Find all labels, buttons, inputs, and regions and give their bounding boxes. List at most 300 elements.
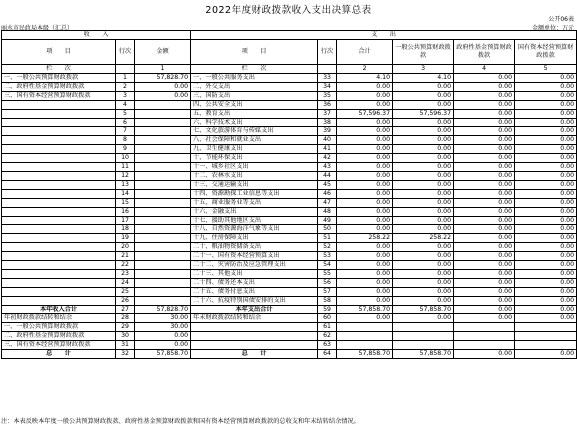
state-capital-amount: 0.00 [515,287,577,296]
table-row [2,189,577,198]
income-line-no: 30 [116,332,135,341]
income-line-no: 13 [116,180,135,189]
general-budget-amount: 0.00 [393,296,454,305]
table-row [2,252,577,261]
income-item [2,180,116,189]
state-capital-amount: 0.00 [515,180,577,189]
table-row [2,261,577,270]
income-amount [135,225,191,234]
income-line-no: 12 [116,171,135,180]
income-item [2,287,116,296]
expense-line-no: 61 [318,323,337,332]
income-line-no: 7 [116,127,135,136]
expense-item: 四、公共安全支出 [191,100,318,109]
column-label-right: 栏 次 [191,65,318,74]
expense-total: 0.00 [337,127,393,136]
income-line-no: 22 [116,261,135,270]
income-amount: 0.00 [135,91,191,100]
state-capital-amount: 0.00 [515,100,577,109]
expense-item: 年末财政拨款结转和结余 [191,314,318,323]
gov-fund-amount: 0.00 [454,234,515,243]
expense-total [337,332,393,341]
gov-fund-amount [454,341,515,350]
column-label-left: 栏 次 [2,65,116,74]
expense-line-no: 46 [318,189,337,198]
gov-fund-header: 政府性基金预算财政拨款 [454,40,515,65]
expense-item: 二十四、债务还本支出 [191,278,318,287]
general-budget-amount: 0.00 [393,145,454,154]
table-row [2,127,577,136]
gov-fund-amount: 0.00 [454,278,515,287]
expense-total: 0.00 [337,189,393,198]
table-row [2,323,577,332]
state-capital-amount: 0.00 [515,189,577,198]
gov-fund-amount: 0.00 [454,261,515,270]
expense-line-no: 53 [318,252,337,261]
income-line-no: 25 [116,287,135,296]
expense-item: 一、一般公共服务支出 [191,74,318,83]
general-budget-header: 一般公共预算财政拨款 [393,40,454,65]
expense-total: 0.00 [337,163,393,172]
gov-fund-amount: 0.00 [454,314,515,323]
expense-item: 八、社会保障和就业支出 [191,136,318,145]
state-capital-amount: 0.00 [515,171,577,180]
expense-total [337,341,393,350]
expense-item: 十八、自然资源海洋气象等支出 [191,225,318,234]
general-budget-amount: 0.00 [393,287,454,296]
income-line-no: 9 [116,145,135,154]
table-row [2,100,577,109]
gov-fund-amount: 0.00 [454,296,515,305]
gov-fund-amount: 0.00 [454,216,515,225]
gov-fund-amount: 0.00 [454,82,515,91]
state-capital-amount: 0.00 [515,278,577,287]
income-line-no: 10 [116,154,135,163]
gov-fund-amount: 0.00 [454,127,515,136]
income-amount [135,243,191,252]
income-amount-header: 金额 [135,40,191,65]
income-amount [135,189,191,198]
income-amount [135,145,191,154]
state-capital-amount: 0.00 [515,82,577,91]
income-amount [135,287,191,296]
expense-line-no: 42 [318,154,337,163]
expense-line-no: 51 [318,234,337,243]
gov-fund-amount [454,332,515,341]
income-amount [135,100,191,109]
income-item [2,127,116,136]
income-item [2,234,116,243]
income-line-no: 5 [116,109,135,118]
expense-item: 三、国防支出 [191,91,318,100]
gov-fund-amount: 0.00 [454,198,515,207]
income-item: 一、一般公共预算财政拨款 [2,323,116,332]
general-budget-amount: 0.00 [393,136,454,145]
column-number-4: 4 [454,65,515,74]
expense-total: 57,596.37 [337,109,393,118]
gov-fund-amount: 0.00 [454,145,515,154]
column-label-blank-left [116,65,135,74]
expense-total: 0.00 [337,314,393,323]
income-amount [135,198,191,207]
expense-total: 0.00 [337,100,393,109]
income-item [2,243,116,252]
income-amount [135,136,191,145]
income-item [2,171,116,180]
income-item [2,145,116,154]
income-item: 本年收入合计 [2,305,116,314]
income-line-no: 31 [116,341,135,350]
income-amount [135,252,191,261]
column-number-3: 3 [393,65,454,74]
table-row [2,91,577,100]
state-capital-amount: 0.00 [515,305,577,314]
expense-item: 十六、金融支出 [191,207,318,216]
income-line-no: 4 [116,100,135,109]
state-capital-amount [515,332,577,341]
income-amount [135,154,191,163]
expense-item: 六、科学技术支出 [191,118,318,127]
expense-total: 0.00 [337,145,393,154]
table-row [2,163,577,172]
income-item [2,207,116,216]
income-item: 一、一般公共预算财政拨款 [2,74,116,83]
state-capital-amount: 0.00 [515,207,577,216]
expense-item: 总 计 [191,350,318,359]
general-budget-amount: 0.00 [393,180,454,189]
income-line-no: 21 [116,252,135,261]
general-budget-amount: 0.00 [393,127,454,136]
income-amount [135,216,191,225]
budget-summary-table [1,30,577,359]
table-row [2,243,577,252]
table-row [2,198,577,207]
expense-item: 十、节能环保支出 [191,154,318,163]
income-amount: 0.00 [135,332,191,341]
expense-item: 二、外交支出 [191,82,318,91]
general-budget-amount: 0.00 [393,314,454,323]
expense-total: 0.00 [337,252,393,261]
expense-total: 0.00 [337,91,393,100]
general-budget-amount: 0.00 [393,154,454,163]
general-budget-amount [393,341,454,350]
expense-total: 0.00 [337,198,393,207]
income-line-no: 16 [116,207,135,216]
income-amount: 0.00 [135,341,191,350]
expense-line-no: 41 [318,145,337,154]
expense-item: 二十六、抗疫特别国债安排的支出 [191,296,318,305]
gov-fund-amount: 0.00 [454,189,515,198]
income-amount: 30.00 [135,314,191,323]
expense-line-no: 62 [318,332,337,341]
expense-total: 0.00 [337,269,393,278]
general-budget-amount: 0.00 [393,225,454,234]
table-row [2,332,577,341]
state-capital-amount: 0.00 [515,198,577,207]
income-amount [135,109,191,118]
general-budget-amount: 4.10 [393,74,454,83]
income-line-no: 1 [116,74,135,83]
income-line-no: 14 [116,189,135,198]
expense-total: 4.10 [337,74,393,83]
expense-total: 0.00 [337,180,393,189]
income-amount [135,278,191,287]
income-amount [135,118,191,127]
table-row [2,171,577,180]
income-amount: 57,828.70 [135,305,191,314]
general-budget-amount: 57,596.37 [393,109,454,118]
income-line-no: 28 [116,314,135,323]
expense-total: 0.00 [337,118,393,127]
expense-item: 二十、粮油物资储备支出 [191,243,318,252]
income-item-header: 项 目 [2,40,116,65]
general-budget-amount: 0.00 [393,118,454,127]
income-item [2,252,116,261]
expense-line-no: 40 [318,136,337,145]
income-item [2,136,116,145]
general-budget-amount [393,323,454,332]
income-amount [135,207,191,216]
general-budget-amount: 0.00 [393,261,454,270]
expense-line-no: 56 [318,278,337,287]
expense-total: 0.00 [337,207,393,216]
expense-item: 十三、交通运输支出 [191,180,318,189]
expense-total: 57,858.70 [337,305,393,314]
gov-fund-amount: 0.00 [454,305,515,314]
income-item: 三、国有资本经营预算财政拨款 [2,341,116,350]
state-capital-amount: 0.00 [515,145,577,154]
expense-line-no: 54 [318,261,337,270]
expense-item: 十二、农林水支出 [191,171,318,180]
expense-line-no: 45 [318,180,337,189]
income-item [2,261,116,270]
state-capital-amount: 0.00 [515,127,577,136]
income-line-no: 27 [116,305,135,314]
column-number-1: 1 [135,65,191,74]
state-capital-amount: 0.00 [515,261,577,270]
table-row [2,305,577,314]
expense-line-no: 52 [318,243,337,252]
income-line-no: 26 [116,296,135,305]
general-budget-amount: 57,858.70 [393,305,454,314]
table-row [2,207,577,216]
expense-line-no: 59 [318,305,337,314]
table-row [2,341,577,350]
expense-item: 九、卫生健康支出 [191,145,318,154]
gov-fund-amount: 0.00 [454,91,515,100]
income-item [2,163,116,172]
table-row [2,154,577,163]
expense-item: 十四、资源勘探工业信息等支出 [191,189,318,198]
expense-item: 十一、城乡社区支出 [191,163,318,172]
gov-fund-amount: 0.00 [454,100,515,109]
general-budget-amount: 0.00 [393,216,454,225]
gov-fund-amount: 0.00 [454,269,515,278]
expense-total: 0.00 [337,136,393,145]
state-capital-amount: 0.00 [515,234,577,243]
income-line-no: 17 [116,216,135,225]
general-budget-amount: 0.00 [393,91,454,100]
expense-line-no: 60 [318,314,337,323]
table-row [2,287,577,296]
income-item [2,154,116,163]
expense-line-no: 47 [318,198,337,207]
gov-fund-amount: 0.00 [454,207,515,216]
state-capital-amount: 0.00 [515,252,577,261]
table-row [2,180,577,189]
expense-line-no: 48 [318,207,337,216]
expense-line-no: 58 [318,296,337,305]
form-number: 公开06表 [548,16,574,23]
table-row [2,225,577,234]
gov-fund-amount: 0.00 [454,171,515,180]
income-line-no: 24 [116,278,135,287]
income-line-no: 23 [116,269,135,278]
expense-line-no: 63 [318,341,337,350]
expense-line-no: 38 [318,118,337,127]
income-amount [135,261,191,270]
expense-total: 0.00 [337,82,393,91]
income-item [2,100,116,109]
column-label-blank-right [318,65,337,74]
state-capital-amount: 0.00 [515,243,577,252]
table-row [2,350,577,359]
income-item [2,109,116,118]
income-line-no: 18 [116,225,135,234]
footnote: 注：本表反映本年度一般公共预算财政拨款、政府性基金预算财政拨款和国有资本经营预算财政拨款的总收支和年末结转结余情况。 [1,418,360,425]
income-item [2,118,116,127]
expense-line-no: 36 [318,100,337,109]
expense-total: 0.00 [337,261,393,270]
expense-item: 十七、援助其他地区支出 [191,216,318,225]
column-number-2: 2 [337,65,393,74]
table-row [2,145,577,154]
income-amount [135,296,191,305]
general-budget-amount: 0.00 [393,189,454,198]
state-capital-amount: 0.00 [515,314,577,323]
expense-total: 0.00 [337,243,393,252]
income-line-no: 11 [116,163,135,172]
income-item: 二、政府性基金预算财政拨款 [2,332,116,341]
expense-line-no: 39 [318,127,337,136]
expense-line-header: 行次 [318,40,337,65]
expense-item: 二十二、灾害防治及应急管理支出 [191,261,318,270]
expense-line-no: 33 [318,74,337,83]
expense-line-no: 43 [318,163,337,172]
state-capital-amount: 0.00 [515,136,577,145]
general-budget-amount: 0.00 [393,269,454,278]
general-budget-amount: 0.00 [393,243,454,252]
income-amount [135,180,191,189]
general-budget-amount: 0.00 [393,252,454,261]
gov-fund-amount: 0.00 [454,225,515,234]
state-capital-amount: 0.00 [515,118,577,127]
gov-fund-amount: 0.00 [454,154,515,163]
expense-item: 二十五、债务付息支出 [191,287,318,296]
general-budget-amount: 0.00 [393,198,454,207]
gov-fund-amount: 0.00 [454,287,515,296]
general-budget-amount: 0.00 [393,171,454,180]
state-capital-header: 国有资本经营预算财政拨款 [515,40,577,65]
expense-total: 0.00 [337,225,393,234]
income-line-no: 32 [116,350,135,359]
table-row [2,109,577,118]
income-line-no: 6 [116,118,135,127]
income-amount [135,127,191,136]
income-item: 年初财政拨款结转和结余 [2,314,116,323]
income-item: 二、政府性基金预算财政拨款 [2,82,116,91]
expense-line-no: 44 [318,171,337,180]
income-line-no: 2 [116,82,135,91]
expense-line-no: 55 [318,269,337,278]
expense-item-header: 项 目 [191,40,318,65]
expense-item: 七、文化旅游体育与传媒支出 [191,127,318,136]
income-line-no: 8 [116,136,135,145]
amount-unit: 金额单位：万元 [531,25,574,32]
table-row [2,136,577,145]
state-capital-amount: 0.00 [515,109,577,118]
expense-item: 十九、住房保障支出 [191,234,318,243]
income-line-no: 3 [116,91,135,100]
state-capital-amount: 0.00 [515,154,577,163]
income-line-no: 29 [116,323,135,332]
expense-total: 0.00 [337,287,393,296]
expense-item: 本年支出合计 [191,305,318,314]
general-budget-amount: 0.00 [393,100,454,109]
gov-fund-amount: 0.00 [454,136,515,145]
organization-name: 丽水市民政局本级（汇总） [1,25,74,32]
income-item [2,278,116,287]
income-amount [135,234,191,243]
expense-total: 0.00 [337,278,393,287]
state-capital-amount: 0.00 [515,216,577,225]
general-budget-amount: 0.00 [393,278,454,287]
expense-line-no: 50 [318,225,337,234]
expense-total: 0.00 [337,154,393,163]
table-row [2,82,577,91]
gov-fund-amount: 0.00 [454,118,515,127]
table-row [2,234,577,243]
column-number-5: 5 [515,65,577,74]
expense-item: 二十三、其他支出 [191,269,318,278]
income-amount [135,269,191,278]
income-item [2,296,116,305]
expense-total: 0.00 [337,171,393,180]
table-row [2,278,577,287]
gov-fund-amount: 0.00 [454,243,515,252]
expense-total: 258.22 [337,234,393,243]
general-budget-amount: 0.00 [393,163,454,172]
income-item [2,225,116,234]
gov-fund-amount: 0.00 [454,180,515,189]
expense-total: 57,858.70 [337,350,393,359]
expense-item [191,341,318,350]
state-capital-amount [515,341,577,350]
general-budget-amount: 0.00 [393,207,454,216]
expense-total: 0.00 [337,296,393,305]
state-capital-amount: 0.00 [515,350,577,359]
gov-fund-amount: 0.00 [454,350,515,359]
expense-line-no: 57 [318,287,337,296]
state-capital-amount: 0.00 [515,91,577,100]
general-budget-amount [393,332,454,341]
income-amount: 57,858.70 [135,350,191,359]
general-budget-amount: 258.22 [393,234,454,243]
income-line-no: 20 [116,243,135,252]
gov-fund-amount [454,323,515,332]
income-line-no: 19 [116,234,135,243]
income-item [2,216,116,225]
